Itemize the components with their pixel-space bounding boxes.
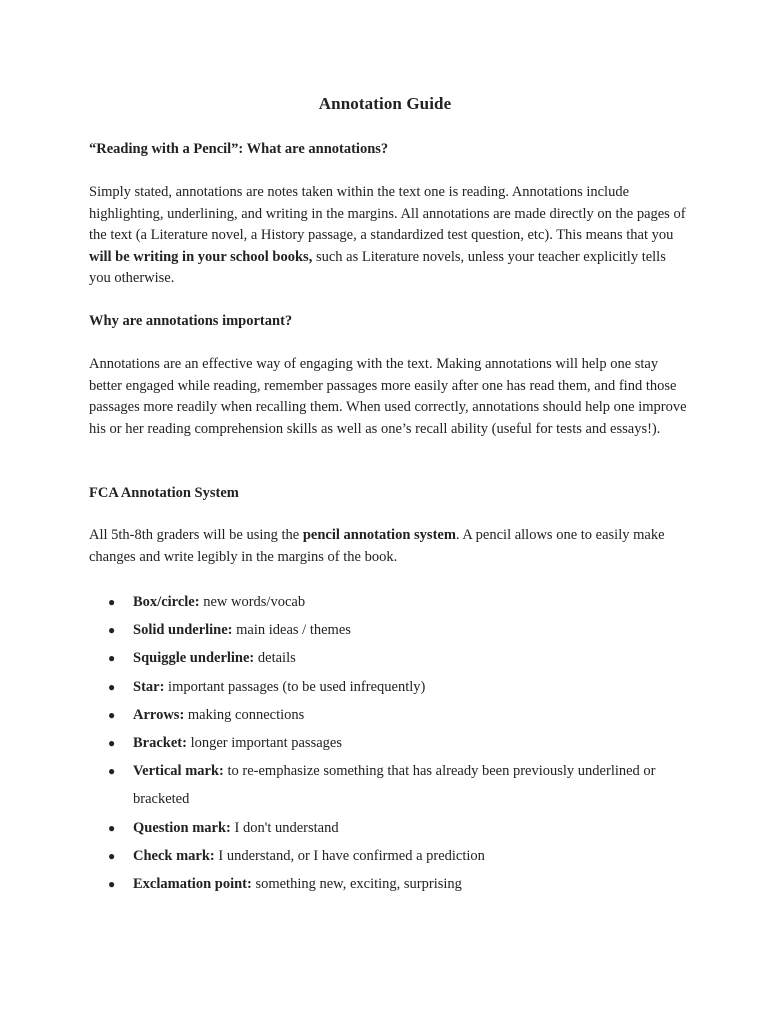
paragraph-why-important: Annotations are an effective way of engaging with the text. Making annotations will help one stay better engaged while reading, remember passages more easily after one has read them, and find those passages more readily when recalling them. When used correctly, annotations should help one improve his or her reading comprehension skills as well as one’s recall ability (useful for tests and essays!). bbox=[89, 356, 687, 437]
section-heading-fca-system: FCA Annotation System bbox=[89, 485, 239, 501]
item-term: Squiggle underline: bbox=[133, 650, 255, 667]
item-description: main ideas / themes bbox=[232, 622, 351, 639]
item-term: Arrows: bbox=[133, 706, 185, 723]
item-description: to re-emphasize something that has already been previously underlined or bracketed bbox=[133, 763, 656, 808]
list-item-vertical-mark bbox=[0, 757, 768, 813]
item-description: making connections bbox=[184, 706, 305, 723]
bullet-icon: ● bbox=[108, 877, 116, 892]
paragraph-bold-text: pencil annotation system bbox=[302, 527, 456, 543]
item-term: Box/circle: bbox=[133, 594, 200, 610]
paragraph-text: such as Literature novels, unless your teacher explicitly tells you otherwise. bbox=[89, 248, 666, 286]
page-title: Annotation Guide bbox=[318, 94, 452, 113]
list-item-squiggle-underline bbox=[0, 644, 768, 672]
list-item-exclamation-point bbox=[0, 870, 768, 898]
bullet-icon: ● bbox=[108, 820, 116, 835]
item-term: Check mark: bbox=[133, 847, 215, 864]
item-term: Star: bbox=[133, 678, 165, 695]
bullet-icon: ● bbox=[108, 736, 116, 751]
annotation-symbol-list bbox=[0, 588, 768, 898]
list-item-solid-underline bbox=[0, 616, 768, 644]
paragraph-text: All 5th-8th graders will be using the bbox=[89, 527, 303, 543]
section-heading-why-important: Why are annotations important? bbox=[89, 313, 293, 329]
paragraph-what-are-annotations bbox=[89, 182, 689, 290]
bullet-icon: ● bbox=[108, 764, 116, 779]
item-description: something new, exciting, surprising bbox=[251, 876, 462, 893]
item-description: new words/vocab bbox=[199, 594, 306, 610]
paragraph-bold-text: will be writing in your school books, bbox=[89, 248, 313, 265]
bullet-icon: ● bbox=[108, 707, 116, 722]
item-description: important passages (to be used infrequently) bbox=[164, 678, 426, 695]
list-item-bracket bbox=[0, 729, 768, 757]
list-item-star bbox=[0, 673, 768, 701]
item-term: Bracket: bbox=[133, 735, 187, 752]
paragraph-text: Simply stated, annotations are notes taken within the text one is reading. Annotations include highlighting, underlining, and writing in the margins. All annotations are made directly on the pages of the text (a Literature novel, a History passage, a standardized test question, etc). This means that you bbox=[89, 184, 686, 243]
paragraph-text: . A pencil allows one to easily make changes and write legibly in the margins of the book. bbox=[89, 527, 665, 565]
bullet-icon: ● bbox=[108, 848, 116, 863]
item-description: longer important passages bbox=[186, 735, 342, 752]
item-description: I don't understand bbox=[230, 819, 339, 836]
list-item-box-circle bbox=[0, 588, 768, 616]
item-term: Question mark: bbox=[133, 819, 231, 836]
item-term: Solid underline: bbox=[133, 622, 233, 639]
bullet-icon: ● bbox=[108, 679, 116, 694]
item-description: I understand, or I have confirmed a prediction bbox=[214, 847, 485, 864]
item-term: Exclamation point: bbox=[133, 876, 252, 893]
list-item-check-mark bbox=[0, 842, 768, 870]
item-description: details bbox=[254, 650, 296, 667]
list-item-arrows bbox=[0, 701, 768, 729]
bullet-icon: ● bbox=[108, 623, 116, 638]
item-term: Vertical mark: bbox=[133, 763, 224, 780]
bullet-icon: ● bbox=[108, 651, 116, 666]
paragraph-fca-system bbox=[89, 525, 689, 568]
list-item-question-mark bbox=[0, 814, 768, 842]
bullet-icon: ● bbox=[108, 595, 116, 609]
section-heading-what-are-annotations: “Reading with a Pencil”: What are annotations? bbox=[89, 141, 389, 157]
